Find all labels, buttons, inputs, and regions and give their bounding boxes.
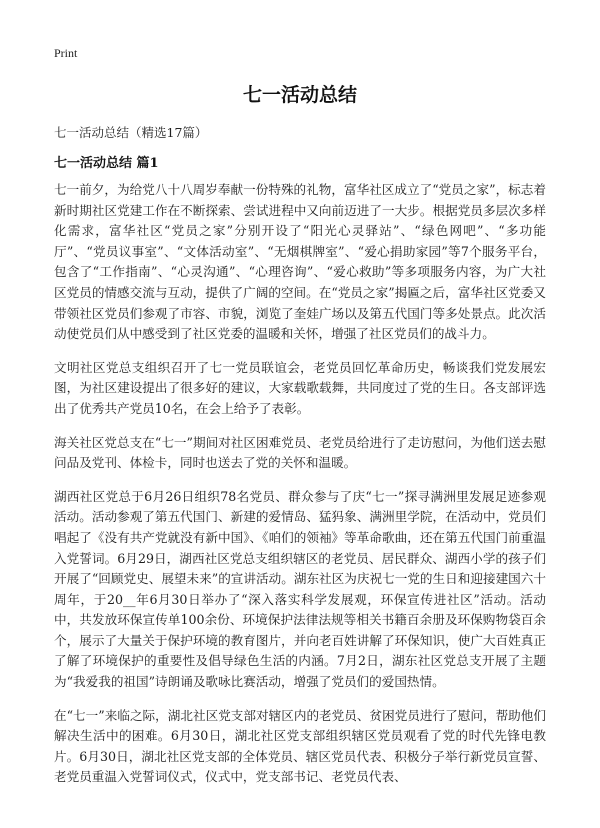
- document-subtitle: 七一活动总结（精选17篇）: [54, 125, 208, 140]
- print-link[interactable]: Print: [54, 46, 78, 60]
- paragraph: 湖西社区党总于6月26日组织78名党员、群众参与了庆“七一”探寻满洲里发展足迹参观活动。活动参观了第五代国门、新建的爱情岛、猛犸象、满洲里学院，在活动中，党员们唱起了《没有共产党就没有新中国》、《咱们的领袖》等革命歌曲，还在第五代国门前重温入党誓词。6月29日，湖西社区党总支组织辖区的老党员、居民群众、湖西小学的孩子们开展了“回顾党史、展望未来”的宣讲活动。湖东社区为庆祝七一党的生日和迎接建国六十周年，于20__年6月30日举办了“深入落实科学发展观，环保宣传进社区”活动。活动中，共发放环保宣传单100余份、环境保护法律法规等相关书籍百余册及环保购物袋百余个，展示了大量关于保护环境的教育图片，并向老百姓讲解了环保知识，使广大百姓真正了解了环境保护的重要性及倡导绿色生活的内涵。7月2日，湖东社区党总支开展了主题为“我爱我的祖国”诗朗诵及歌咏比赛活动，增强了党员们的爱国热情。: [54, 488, 546, 690]
- paragraph: 七一前夕，为给党八十八周岁奉献一份特殊的礼物，富华社区成立了“党员之家”，标志着新时期社区党建工作在不断探索、尝试进程中又向前迈进了一大步。根据党员多层次多样化需求，富华社区“党员之家”分别开设了“阳光心灵驿站”、“绿色网吧”、“多功能厅”、“党员议事室”、“文体活动室”、“无烟棋牌室”、“爱心捐助家园”等7个服务平台，包含了“工作指南”、“心灵沟通”、“心理咨询”、“爱心救助”等多项服务内容，为广大社区党员的情感交流与互动，提供了广阔的空间。在“党员之家”揭匾之后，富华社区党委又带领社区党员们参观了市容、市貌，浏览了奎娃广场以及第五代国门等多处景点。此次活动使党员们从中感受到了社区党委的温暖和关怀，增强了社区党员们的战斗力。: [54, 182, 546, 342]
- article-body: [54, 180, 546, 801]
- paragraph: 文明社区党总支组织召开了七一党员联谊会，老党员回忆革命历史，畅谈我们党发展宏图，为社区建设提出了很多好的建议，大家载歌载舞，共同度过了党的生日。各支部评选出了优秀共产党员10名，在会上给予了表彰。: [54, 359, 546, 416]
- page-title: 七一活动总结: [242, 84, 357, 106]
- paragraph: 在“七一”来临之际，湖北社区党支部对辖区内的老党员、贫困党员进行了慰问，帮助他们解决生活中的困难。6月30日，湖北社区党支部组织辖区党员观看了党的时代先锋电教片。6月30日，湖北社区党支部的全体党员、辖区党员代表、积极分子举行新党员宣誓、老党员重温入党誓词仪式，仪式中，党支部书记、老党员代表、: [54, 707, 546, 785]
- section-heading: 七一活动总结 篇1: [54, 156, 159, 171]
- paragraph: 海关社区党总支在“七一”期间对社区困难党员、老党员给进行了走访慰问，为他们送去慰问品及党刊、体检卡，同时也送去了党的关怀和温暖。: [54, 434, 546, 471]
